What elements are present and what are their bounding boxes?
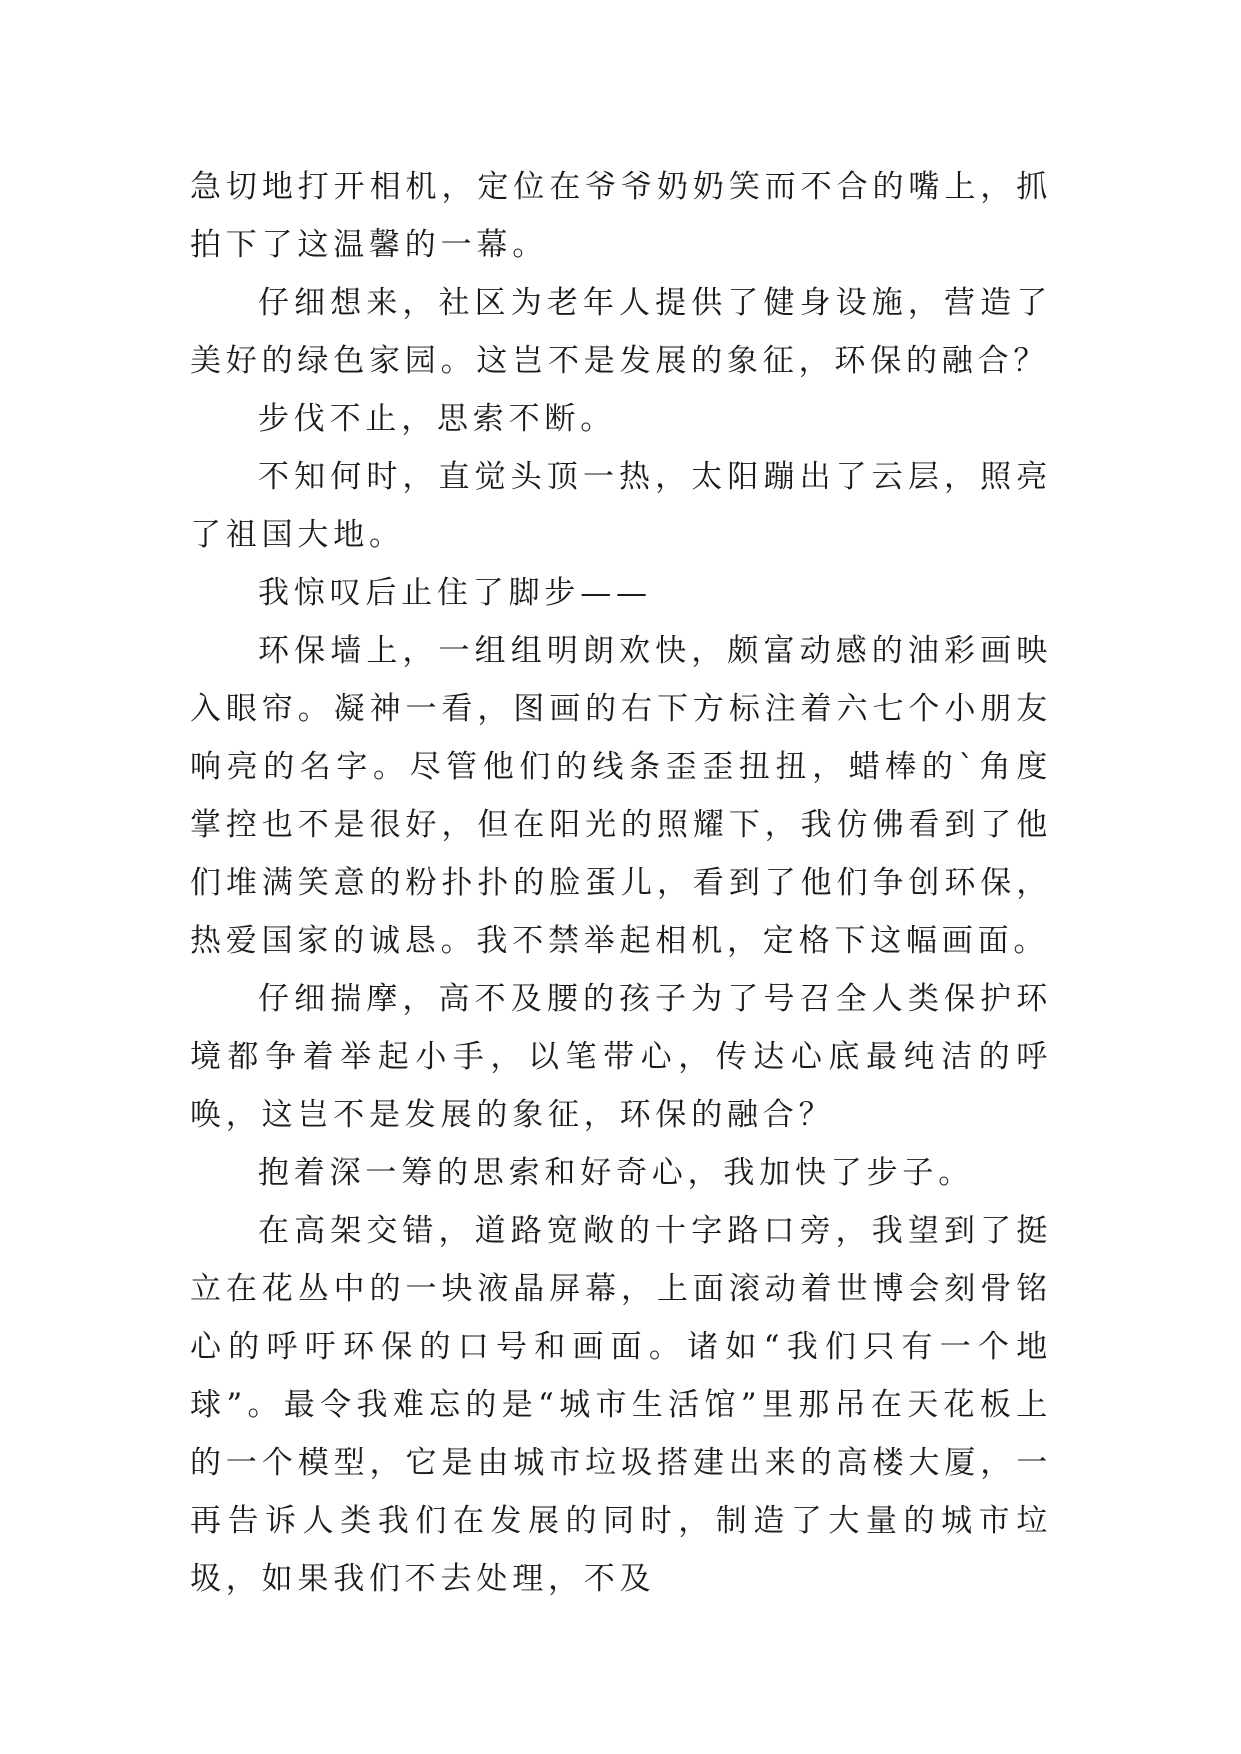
paragraph-5: 我惊叹后止住了脚步——: [258, 575, 652, 611]
paragraph-6: 环保墙上，一组组明朗欢快，颇富动感的油彩画映入眼帘。凝神一看，图画的右下方标注着六七个小朋友响亮的名字。尽管他们的线条歪歪扭扭，蜡棒的`角度掌控也不是很好，但在阳光的照耀下，我仿佛看到了他们堆满笑意的粉扑扑的脸蛋儿，看到了他们争创环保，热爱国家的诚恳。我不禁举起相机，定格下这幅画面。: [190, 633, 1052, 959]
paragraph-7: 仔细揣摩，高不及腰的孩子为了号召全人类保护环境都争着举起小手，以笔带心，传达心底最纯洁的呼唤，这岂不是发展的象征，环保的融合？: [190, 981, 1052, 1133]
paragraph-3: 步伐不止，思索不断。: [258, 401, 616, 437]
paragraph-2: 仔细想来，社区为老年人提供了健身设施，营造了美好的绿色家园。这岂不是发展的象征，环保的融合？: [190, 285, 1052, 379]
paragraph-1: 急切地打开相机，定位在爷爷奶奶笑而不合的嘴上，抓拍下了这温馨的一幕。: [190, 169, 1052, 263]
paragraph-4: 不知何时，直觉头顶一热，太阳蹦出了云层，照亮了祖国大地。: [190, 459, 1052, 553]
essay-body: [190, 158, 1052, 1608]
paragraph-8: 抱着深一筹的思索和好奇心，我加快了步子。: [258, 1155, 974, 1191]
paragraph-9: 在高架交错，道路宽敞的十字路口旁，我望到了挺立在花丛中的一块液晶屏幕，上面滚动着世博会刻骨铭心的呼吁环保的口号和画面。诸如“我们只有一个地球”。最令我难忘的是“城市生活馆”里那吊在天花板上的一个模型，它是由城市垃圾搭建出来的高楼大厦，一再告诉人类我们在发展的同时，制造了大量的城市垃圾，如果我们不去处理，不及: [190, 1213, 1052, 1597]
